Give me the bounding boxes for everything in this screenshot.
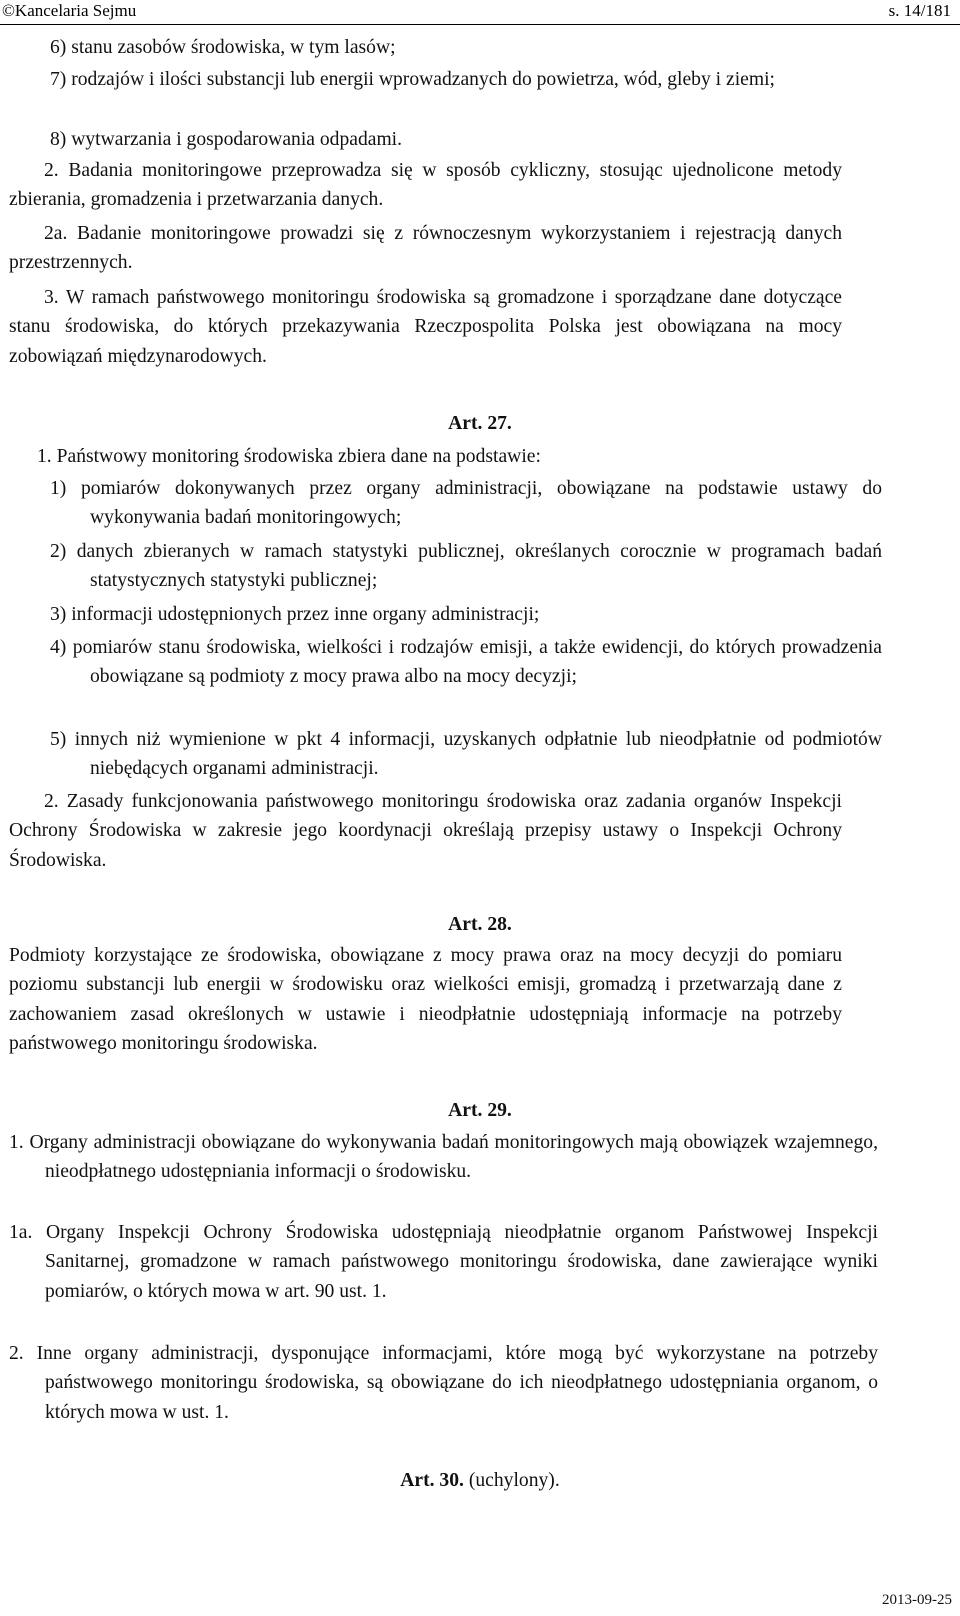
- art28-text: Podmioty korzystające ze środowiska, obowiązane z mocy prawa oraz na mocy decyzji do pomiaru poziomu substancji lub energii w środowisku oraz wielkości emisji, gromadzą i przetwarzają dane z zachowaniem zasad określonych w ustawie i nieodpłatnie udostępniają informacje na potrzeby państwowego monitoringu środowiska.: [9, 945, 842, 1055]
- list-item: 7) rodzajów i ilości substancji lub energii wprowadzanych do powietrza, wód, gleby i ziemi;: [50, 69, 775, 90]
- footer-date: 2013-09-25: [882, 1592, 952, 1608]
- paragraph-2a: 2a. Badanie monitoringowe prowadzi się z równoczesnym wykorzystaniem i rejestracją danych przestrzennych.: [9, 223, 842, 274]
- repealed-note: (uchylony).: [468, 1470, 560, 1491]
- paragraph-3: 3. W ramach państwowego monitoringu środowiska są gromadzone i sporządzane dane dotyczące stanu środowiska, do których przekazywania Rzeczpospolita Polska jest obowiązana na mocy zobowiązań międzynarodowych.: [9, 287, 842, 367]
- art29-paragraph-2: 2. Inne organy administracji, dysponujące informacjami, które mogą być wykorzystane na potrzeby państwowego monitoringu środowiska, są obowiązane do ich nieodpłatnego udostępniania organom, o których mowa w ust. 1.: [9, 1343, 878, 1423]
- paragraph-2: 2. Badania monitoringowe przeprowadza się w sposób cykliczny, stosując ujednolicone metody zbierania, gromadzenia i przetwarzania danych.: [9, 160, 842, 211]
- list-item: 6) stanu zasobów środowiska, w tym lasów;: [50, 37, 396, 58]
- list-item: 4) pomiarów stanu środowiska, wielkości i rodzajów emisji, a także ewidencji, do których prowadzenia obowiązane są podmioty z mocy prawa albo na mocy decyzji;: [50, 637, 882, 688]
- article-30-line: [0, 1466, 960, 1495]
- page-number: s. 14/181: [888, 1, 951, 20]
- list-item: 1) pomiarów dokonywanych przez organy administracji, obowiązane na podstawie ustawy do wykonywania badań monitoringowych;: [50, 478, 882, 529]
- list-item: 8) wytwarzania i gospodarowania odpadami.: [50, 129, 403, 150]
- article-heading: Art. 29.: [448, 1100, 512, 1121]
- art27-paragraph-2: 2. Zasady funkcjonowania państwowego monitoringu środowiska oraz zadania organów Inspekcji Ochrony Środowiska w zakresie jego koordynacji określają przepisy ustawy o Inspekcji Ochrony Środowiska.: [9, 791, 842, 871]
- list-item: 3) informacji udostępnionych przez inne organy administracji;: [50, 604, 540, 625]
- list-item: 5) innych niż wymienione w pkt 4 informacji, uzyskanych odpłatnie lub nieodpłatnie od podmiotów niebędących organami administracji.: [50, 729, 882, 780]
- art29-paragraph-1a: 1a. Organy Inspekcji Ochrony Środowiska udostępniają nieodpłatnie organom Państwowej Inspekcji Sanitarnej, gromadzone w ramach państwowego monitoringu środowiska, dane zawierające wyniki pomiarów, o których mowa w art. 90 ust. 1.: [9, 1222, 878, 1302]
- page-header: [0, 0, 960, 25]
- article-heading: Art. 28.: [448, 914, 512, 935]
- art29-paragraph-1: 1. Organy administracji obowiązane do wykonywania badań monitoringowych mają obowiązek wzajemnego, nieodpłatnego udostępniania informacji o środowisku.: [9, 1132, 878, 1183]
- art27-paragraph-1: 1. Państwowy monitoring środowiska zbiera dane na podstawie:: [37, 446, 541, 467]
- copyright-label: ©Kancelaria Sejmu: [2, 1, 137, 20]
- article-heading: Art. 27.: [448, 413, 512, 434]
- article-heading: Art. 30.: [400, 1470, 464, 1491]
- list-item: 2) danych zbieranych w ramach statystyki publicznej, określanych corocznie w programach badań statystycznych statystyki publicznej;: [50, 541, 882, 592]
